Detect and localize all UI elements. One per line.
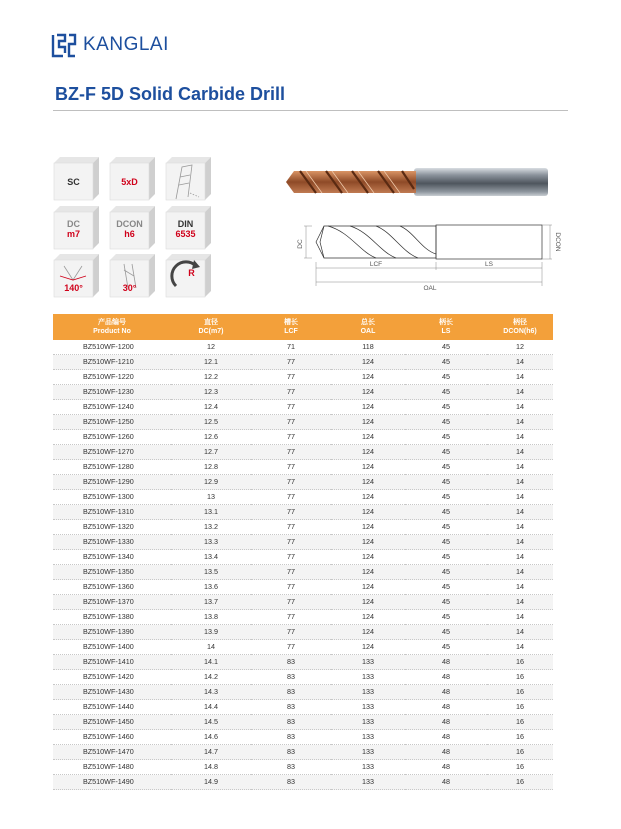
kanglai-logo-icon (51, 32, 77, 58)
table-cell: 45 (405, 535, 487, 550)
drill-sketch-icon (166, 157, 211, 200)
table-cell: 12.5 (171, 415, 251, 430)
table-cell: 124 (331, 385, 405, 400)
table-row (53, 610, 553, 625)
dim-oal-label: OAL (423, 285, 437, 292)
table-cell: 83 (251, 670, 331, 685)
table-cell: 77 (251, 550, 331, 565)
table-cell: 77 (251, 490, 331, 505)
table-row (53, 370, 553, 385)
table-cell: BZ510WF-1260 (53, 430, 171, 445)
table-cell: BZ510WF-1450 (53, 715, 171, 730)
table-cell: 45 (405, 385, 487, 400)
table-cell: 16 (487, 730, 553, 745)
table-cell: 45 (405, 430, 487, 445)
table-cell: 14 (487, 535, 553, 550)
drill-photo-icon (282, 165, 552, 199)
table-cell: 12.6 (171, 430, 251, 445)
table-cell: 77 (251, 625, 331, 640)
table-cell: 124 (331, 370, 405, 385)
table-cell: 12.2 (171, 370, 251, 385)
table-cell: 14 (487, 490, 553, 505)
table-cell: 77 (251, 385, 331, 400)
table-row (53, 535, 553, 550)
table-cell: BZ510WF-1340 (53, 550, 171, 565)
table-cell: BZ510WF-1320 (53, 520, 171, 535)
table-cell: 77 (251, 535, 331, 550)
tile-dc-tolerance: m7 (66, 229, 80, 239)
tile-5xd-label: 5xD (121, 177, 138, 187)
table-cell: 124 (331, 640, 405, 655)
table-cell: 14 (487, 430, 553, 445)
tile-helix-angle (110, 254, 155, 297)
table-cell: 133 (331, 745, 405, 760)
table-cell: 124 (331, 475, 405, 490)
table-cell: 13.3 (171, 535, 251, 550)
table-cell: 14.5 (171, 715, 251, 730)
table-cell: 83 (251, 700, 331, 715)
table-row (53, 520, 553, 535)
feature-tiles (54, 157, 214, 297)
table-cell: 124 (331, 535, 405, 550)
tile-dc-label: DC (67, 219, 80, 229)
table-cell: 45 (405, 415, 487, 430)
table-row (53, 505, 553, 520)
table-cell: 14.6 (171, 730, 251, 745)
tile-rotation (166, 254, 211, 297)
table-cell: 77 (251, 460, 331, 475)
table-cell: 71 (251, 340, 331, 355)
table-row (53, 550, 553, 565)
table-cell: 45 (405, 595, 487, 610)
table-cell: 14 (487, 415, 553, 430)
table-row (53, 400, 553, 415)
table-cell: 48 (405, 670, 487, 685)
table-cell: BZ510WF-1400 (53, 640, 171, 655)
table-cell: 16 (487, 715, 553, 730)
table-row (53, 715, 553, 730)
table-cell: BZ510WF-1310 (53, 505, 171, 520)
table-cell: 77 (251, 580, 331, 595)
dim-dc-label: DC (297, 239, 304, 249)
table-cell: BZ510WF-1210 (53, 355, 171, 370)
col-header-oal: 总长 OAL (331, 314, 405, 340)
table-cell: 83 (251, 760, 331, 775)
brand-logo (51, 30, 169, 60)
table-cell: 12 (171, 340, 251, 355)
table-row (53, 430, 553, 445)
table-cell: 124 (331, 415, 405, 430)
table-cell: 77 (251, 370, 331, 385)
table-cell: 16 (487, 760, 553, 775)
tile-dc (54, 206, 99, 249)
table-cell: 14 (487, 580, 553, 595)
table-cell: 13.5 (171, 565, 251, 580)
table-cell: 13.1 (171, 505, 251, 520)
table-cell: 14.4 (171, 700, 251, 715)
table-cell: 14.9 (171, 775, 251, 790)
table-cell: 13.8 (171, 610, 251, 625)
table-cell: 12.3 (171, 385, 251, 400)
table-cell: 12 (487, 340, 553, 355)
table-cell: 45 (405, 475, 487, 490)
tile-din (166, 206, 211, 249)
table-cell: 14.1 (171, 655, 251, 670)
table-cell: 124 (331, 625, 405, 640)
table-cell: 14 (487, 505, 553, 520)
table-cell: BZ510WF-1430 (53, 685, 171, 700)
table-cell: 124 (331, 460, 405, 475)
table-row (53, 580, 553, 595)
table-row (53, 340, 553, 355)
table-cell: BZ510WF-1440 (53, 700, 171, 715)
table-cell: BZ510WF-1330 (53, 535, 171, 550)
table-cell: BZ510WF-1350 (53, 565, 171, 580)
table-row (53, 730, 553, 745)
drill-technical-drawing (280, 214, 560, 294)
table-cell: 77 (251, 355, 331, 370)
table-row (53, 670, 553, 685)
table-cell: 16 (487, 670, 553, 685)
table-cell: 124 (331, 400, 405, 415)
table-row (53, 745, 553, 760)
table-cell: 77 (251, 565, 331, 580)
table-cell: 12.4 (171, 400, 251, 415)
table-cell: 48 (405, 685, 487, 700)
table-cell: 83 (251, 745, 331, 760)
table-cell: 14 (487, 520, 553, 535)
table-row (53, 445, 553, 460)
table-cell: 77 (251, 505, 331, 520)
table-cell: 124 (331, 610, 405, 625)
table-cell: 14 (487, 610, 553, 625)
table-cell: 133 (331, 730, 405, 745)
table-cell: 45 (405, 355, 487, 370)
table-cell: BZ510WF-1280 (53, 460, 171, 475)
dim-lcf-label: LCF (369, 261, 383, 268)
table-cell: 45 (405, 490, 487, 505)
table-cell: 133 (331, 655, 405, 670)
table-cell: 16 (487, 685, 553, 700)
table-cell: BZ510WF-1420 (53, 670, 171, 685)
tile-drill-sketch (166, 157, 211, 200)
table-cell: 83 (251, 715, 331, 730)
table-cell: 14 (487, 370, 553, 385)
dim-ls-label: LS (485, 261, 493, 268)
tile-point-angle-label: 140° (64, 283, 83, 293)
table-cell: 48 (405, 715, 487, 730)
table-cell: 124 (331, 565, 405, 580)
table-cell: 14.2 (171, 670, 251, 685)
table-row (53, 490, 553, 505)
table-cell: BZ510WF-1220 (53, 370, 171, 385)
table-cell: 14 (487, 475, 553, 490)
table-row (53, 385, 553, 400)
table-cell: 124 (331, 505, 405, 520)
table-cell: 77 (251, 595, 331, 610)
table-cell: 14 (487, 565, 553, 580)
col-header-dcon: 柄径 DCON(h6) (487, 314, 553, 340)
table-cell: 12.9 (171, 475, 251, 490)
table-cell: 14 (487, 550, 553, 565)
tile-5xd (110, 157, 155, 200)
tile-helix-angle-label: 30° (122, 283, 137, 293)
table-cell: 83 (251, 775, 331, 790)
table-cell: 133 (331, 715, 405, 730)
table-cell: BZ510WF-1200 (53, 340, 171, 355)
table-row (53, 775, 553, 790)
table-cell: BZ510WF-1480 (53, 760, 171, 775)
table-cell: 14 (487, 400, 553, 415)
col-header-dc: 直径 DC(m7) (171, 314, 251, 340)
table-cell: 12.7 (171, 445, 251, 460)
table-cell: 45 (405, 400, 487, 415)
table-cell: 45 (405, 505, 487, 520)
table-row (53, 595, 553, 610)
table-cell: 16 (487, 775, 553, 790)
table-cell: BZ510WF-1300 (53, 490, 171, 505)
table-row (53, 760, 553, 775)
table-cell: 45 (405, 580, 487, 595)
tile-point-angle (54, 254, 99, 297)
table-cell: BZ510WF-1460 (53, 730, 171, 745)
table-row (53, 460, 553, 475)
brand-name: KANGLAI (83, 34, 169, 55)
table-cell: 133 (331, 685, 405, 700)
table-cell: 77 (251, 610, 331, 625)
table-cell: 45 (405, 565, 487, 580)
table-cell: BZ510WF-1250 (53, 415, 171, 430)
table-cell: 16 (487, 745, 553, 760)
col-header-product-no: 产品编号 Product No (53, 314, 171, 340)
table-cell: 12.1 (171, 355, 251, 370)
table-cell: 77 (251, 475, 331, 490)
table-cell: 13.7 (171, 595, 251, 610)
table-cell: 14 (171, 640, 251, 655)
table-cell: 77 (251, 445, 331, 460)
tile-sc-label: SC (67, 177, 80, 187)
table-cell: 124 (331, 520, 405, 535)
table-cell: 77 (251, 415, 331, 430)
table-cell: 45 (405, 610, 487, 625)
table-cell: 48 (405, 700, 487, 715)
table-header-row (53, 314, 553, 340)
table-cell: 77 (251, 640, 331, 655)
table-cell: BZ510WF-1290 (53, 475, 171, 490)
table-cell: 45 (405, 370, 487, 385)
table-row (53, 475, 553, 490)
table-cell: 12.8 (171, 460, 251, 475)
table-cell: 14 (487, 625, 553, 640)
table-cell: 13 (171, 490, 251, 505)
table-row (53, 565, 553, 580)
table-cell: BZ510WF-1490 (53, 775, 171, 790)
table-cell: 13.2 (171, 520, 251, 535)
table-cell: 16 (487, 655, 553, 670)
table-cell: 48 (405, 730, 487, 745)
table-cell: 124 (331, 430, 405, 445)
table-cell: 133 (331, 670, 405, 685)
table-cell: 14.3 (171, 685, 251, 700)
table-cell: 124 (331, 490, 405, 505)
page-title: BZ-F 5D Solid Carbide Drill (55, 84, 286, 104)
table-cell: 133 (331, 760, 405, 775)
table-cell: 14.7 (171, 745, 251, 760)
tile-dcon (110, 206, 155, 249)
title-divider (53, 110, 568, 111)
table-cell: 124 (331, 580, 405, 595)
table-cell: 45 (405, 460, 487, 475)
table-cell: BZ510WF-1370 (53, 595, 171, 610)
table-cell: 77 (251, 400, 331, 415)
table-row (53, 625, 553, 640)
table-cell: BZ510WF-1230 (53, 385, 171, 400)
table-cell: 124 (331, 445, 405, 460)
table-cell: 124 (331, 355, 405, 370)
tile-dcon-tolerance: h6 (124, 229, 135, 239)
col-header-lcf: 槽长 LCF (251, 314, 331, 340)
table-cell: 45 (405, 445, 487, 460)
table-cell: BZ510WF-1410 (53, 655, 171, 670)
table-cell: 14 (487, 385, 553, 400)
tile-din-label: DIN (177, 219, 194, 229)
table-cell: 124 (331, 550, 405, 565)
table-cell: BZ510WF-1270 (53, 445, 171, 460)
tile-rotation-label: R (188, 268, 195, 278)
table-cell: BZ510WF-1240 (53, 400, 171, 415)
table-cell: 45 (405, 520, 487, 535)
table-cell: BZ510WF-1390 (53, 625, 171, 640)
table-cell: 48 (405, 775, 487, 790)
table-cell: 14 (487, 640, 553, 655)
table-row (53, 415, 553, 430)
tile-sc (54, 157, 99, 200)
table-cell: 13.9 (171, 625, 251, 640)
table-cell: 133 (331, 700, 405, 715)
table-cell: 83 (251, 685, 331, 700)
table-cell: 45 (405, 550, 487, 565)
table-cell: 45 (405, 340, 487, 355)
table-cell: 45 (405, 640, 487, 655)
table-cell: BZ510WF-1360 (53, 580, 171, 595)
table-cell: 14 (487, 595, 553, 610)
table-cell: 77 (251, 520, 331, 535)
table-cell: 45 (405, 625, 487, 640)
spec-table (53, 314, 553, 790)
table-row (53, 685, 553, 700)
table-cell: 14 (487, 460, 553, 475)
table-cell: 16 (487, 700, 553, 715)
table-cell: 13.6 (171, 580, 251, 595)
table-cell: 118 (331, 340, 405, 355)
col-header-ls: 柄长 LS (405, 314, 487, 340)
table-row (53, 355, 553, 370)
table-cell: BZ510WF-1470 (53, 745, 171, 760)
table-cell: 48 (405, 760, 487, 775)
tile-dcon-label: DCON (116, 219, 143, 229)
table-cell: 83 (251, 655, 331, 670)
table-cell: 48 (405, 745, 487, 760)
table-cell: 124 (331, 595, 405, 610)
dim-dcon-label: DCON (554, 232, 561, 252)
table-cell: 14 (487, 445, 553, 460)
table-cell: 133 (331, 775, 405, 790)
table-cell: 83 (251, 730, 331, 745)
table-cell: 14.8 (171, 760, 251, 775)
table-cell: 77 (251, 430, 331, 445)
table-cell: 14 (487, 355, 553, 370)
table-cell: 48 (405, 655, 487, 670)
table-cell: 13.4 (171, 550, 251, 565)
table-row (53, 700, 553, 715)
table-row (53, 655, 553, 670)
table-cell: BZ510WF-1380 (53, 610, 171, 625)
tile-din-number: 6535 (175, 229, 196, 239)
table-row (53, 640, 553, 655)
table-body (53, 340, 553, 790)
